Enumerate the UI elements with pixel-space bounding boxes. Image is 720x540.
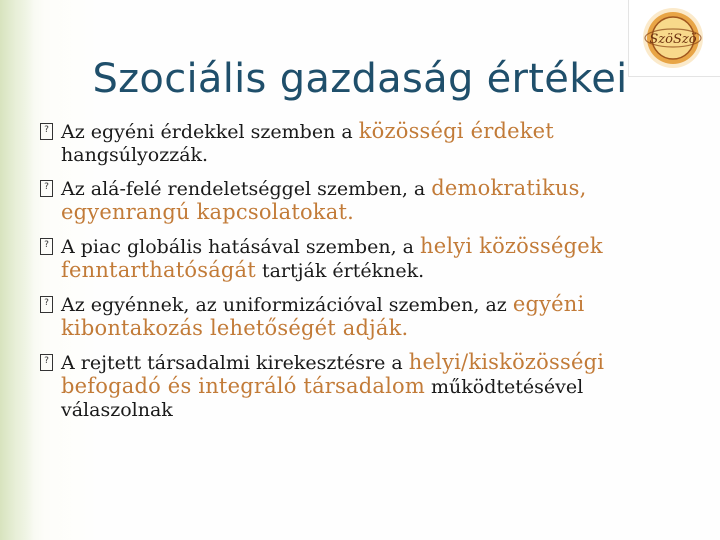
bullet-text: hangsúlyozzák. <box>61 144 209 166</box>
bullet-item <box>40 351 680 422</box>
bullet-item <box>40 177 680 225</box>
highlighted-text: helyi közösségek fenntarthatóságát <box>61 234 603 282</box>
missing-glyph-bullet-icon: ? <box>40 123 53 140</box>
bullet-text: Az egyéni érdekkel szemben a <box>61 121 359 143</box>
bullet-text: működtetésével válaszolnak <box>61 376 584 421</box>
bullet-text: tartják értéknek. <box>255 260 425 282</box>
bullet-text: A piac globális hatásával szemben, a <box>61 236 421 258</box>
bullet-text: Az alá-felé rendeletséggel szemben, a <box>61 178 432 200</box>
logo-text: SzöSzö <box>649 32 697 47</box>
slide-title: Szociális gazdaság értékei <box>92 56 628 102</box>
highlighted-text: demokratikus, egyenrangú kapcsolatokat. <box>61 176 587 224</box>
bullet-text: A rejtett társadalmi kirekesztésre a <box>61 352 409 374</box>
missing-glyph-bullet-icon: ? <box>40 180 53 197</box>
missing-glyph-bullet-icon: ? <box>40 296 53 313</box>
highlighted-text: egyéni kibontakozás lehetőségét adják. <box>61 292 585 340</box>
bullet-text: Az egyénnek, az uniformizációval szemben, az <box>61 294 513 316</box>
missing-glyph-bullet-icon: ? <box>40 354 53 371</box>
missing-glyph-bullet-icon: ? <box>40 238 53 255</box>
bullet-item <box>40 293 680 341</box>
bullet-item <box>40 120 680 167</box>
bullet-list <box>40 120 680 432</box>
bullet-item <box>40 235 680 283</box>
highlighted-text: helyi/kisközösségi befogadó és integráló társadalom <box>61 350 605 398</box>
highlighted-text: közösségi érdeket <box>358 119 554 143</box>
